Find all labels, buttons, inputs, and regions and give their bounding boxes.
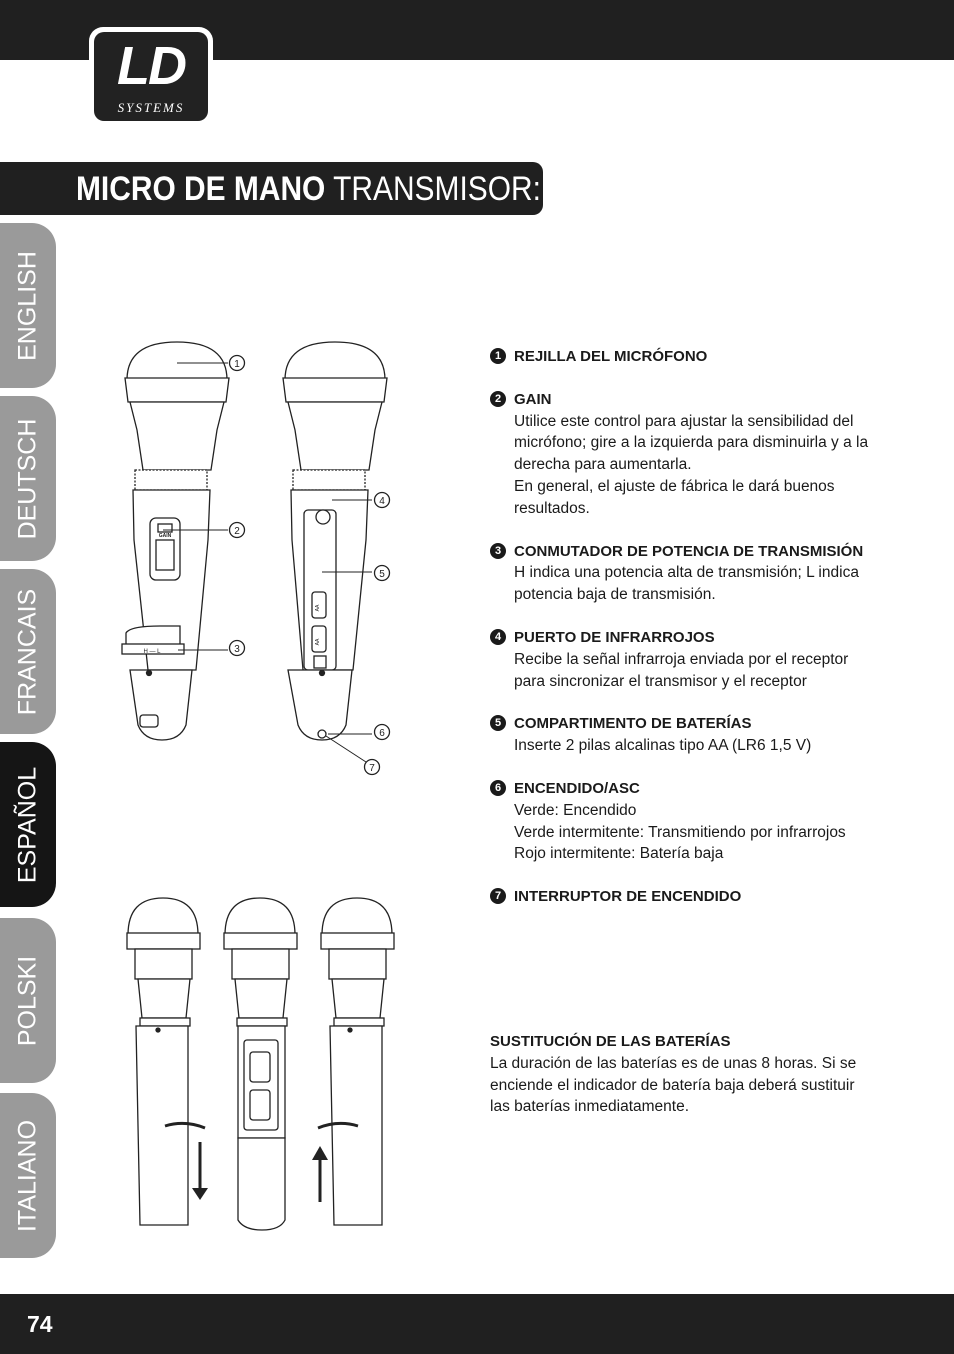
item-line: Verde: Encendido	[514, 801, 637, 819]
tab-label: ENGLISH	[13, 250, 42, 361]
microphone-closed-view	[127, 898, 200, 1225]
list-item	[490, 346, 880, 368]
item-heading: ENCENDIDO/ASC	[514, 779, 640, 797]
callout-1-label: 1	[234, 359, 240, 370]
microphone-back-view	[283, 342, 387, 740]
parts-list	[490, 346, 880, 929]
list-item	[490, 541, 880, 606]
item-line: potencia baja de transmisión.	[514, 586, 716, 604]
page-title-bar	[0, 162, 543, 215]
page-title	[76, 168, 541, 210]
list-item	[490, 627, 880, 692]
item-heading: COMPARTIMENTO DE BATERÍAS	[514, 715, 752, 733]
callout-6-label: 6	[379, 728, 385, 739]
item-number: 2	[490, 391, 506, 407]
battery-section-heading: SUSTITUCIÓN DE LAS BATERÍAS	[490, 1033, 731, 1050]
item-line: En general, el ajuste de fábrica le dará buenos	[514, 477, 835, 495]
callout-2-label: 2	[234, 526, 240, 537]
item-line: derecha para aumentarla.	[514, 456, 692, 474]
item-line: micrófono; gire a la izquierda para disminuirla y a la	[514, 434, 869, 452]
battery-section-line: las baterías inmediatamente.	[490, 1098, 690, 1116]
page-title-light: TRANSMISOR:	[333, 170, 541, 208]
item-number: 4	[490, 629, 506, 645]
item-heading: GAIN	[514, 390, 552, 408]
ld-systems-logo	[89, 27, 213, 126]
tab-label: FRANCAIS	[13, 588, 42, 715]
page-title-bold: MICRO DE MANO	[76, 170, 326, 208]
tab-label: DEUTSCH	[13, 418, 42, 539]
list-item	[490, 389, 880, 520]
tab-italiano[interactable]	[0, 1093, 56, 1258]
tab-english[interactable]	[0, 223, 56, 388]
item-line: Rojo intermitente: Batería baja	[514, 845, 724, 863]
microphone-front-view	[122, 342, 229, 740]
microphone-closed-view-2	[321, 898, 394, 1225]
item-line: Inserte 2 pilas alcalinas tipo AA (LR6 1,5 V)	[514, 737, 812, 755]
list-item	[490, 778, 880, 865]
gain-label: GAIN	[158, 533, 172, 539]
callout-4-label: 4	[379, 496, 385, 507]
microphone-open-view	[224, 898, 297, 1230]
item-number: 6	[490, 780, 506, 796]
item-heading: CONMUTADOR DE POTENCIA DE TRANSMISIÓN	[514, 542, 864, 560]
battery-replacement-diagram	[120, 890, 410, 1235]
tab-polski[interactable]	[0, 918, 56, 1083]
battery-section-line: La duración de las baterías es de unas 8 horas. Si se	[490, 1054, 857, 1072]
item-number: 1	[490, 348, 506, 364]
tab-francais[interactable]	[0, 569, 56, 734]
item-heading: REJILLA DEL MICRÓFONO	[514, 348, 708, 365]
item-line: resultados.	[514, 499, 590, 517]
battery-label-1: AA	[315, 604, 321, 612]
callout-5-label: 5	[379, 569, 385, 580]
battery-section-line: enciende el indicador de batería baja deberá sustituir	[490, 1076, 855, 1094]
page-number: 74	[27, 1311, 53, 1337]
arrow-head-down	[192, 1188, 208, 1200]
battery-replacement-section	[490, 1031, 870, 1118]
item-line: para sincronizar el transmisor y el receptor	[514, 672, 807, 690]
item-heading: PUERTO DE INFRARROJOS	[514, 628, 715, 646]
item-line: Utilice este control para ajustar la sensibilidad del	[514, 412, 854, 430]
logo-sub-text: SYSTEMS	[117, 100, 185, 115]
item-line: H indica una potencia alta de transmisión; L indica	[514, 564, 859, 582]
arrow-head-up	[312, 1146, 328, 1160]
tab-label: ITALIANO	[13, 1119, 42, 1232]
list-item	[490, 886, 880, 908]
item-line: Recibe la señal infrarroja enviada por el receptor	[514, 650, 849, 668]
bottom-bar	[0, 1294, 954, 1354]
list-item	[490, 713, 880, 757]
tab-espanol[interactable]	[0, 742, 56, 907]
tab-label: POLSKI	[13, 955, 42, 1046]
battery-label-2: AA	[315, 638, 321, 646]
callout-7-label: 7	[369, 763, 375, 774]
power-switch-label: H — L	[143, 649, 161, 655]
microphone-parts-diagram	[100, 330, 420, 790]
tab-label: ESPAÑOL	[13, 766, 42, 883]
tab-deutsch[interactable]	[0, 396, 56, 561]
item-number: 5	[490, 715, 506, 731]
item-number: 3	[490, 543, 506, 559]
item-heading: INTERRUPTOR DE ENCENDIDO	[514, 888, 742, 906]
item-number: 7	[490, 888, 506, 904]
item-line: Verde intermitente: Transmitiendo por infrarrojos	[514, 823, 846, 841]
logo-main-text: LD	[117, 36, 185, 96]
callout-3-label: 3	[234, 644, 240, 655]
